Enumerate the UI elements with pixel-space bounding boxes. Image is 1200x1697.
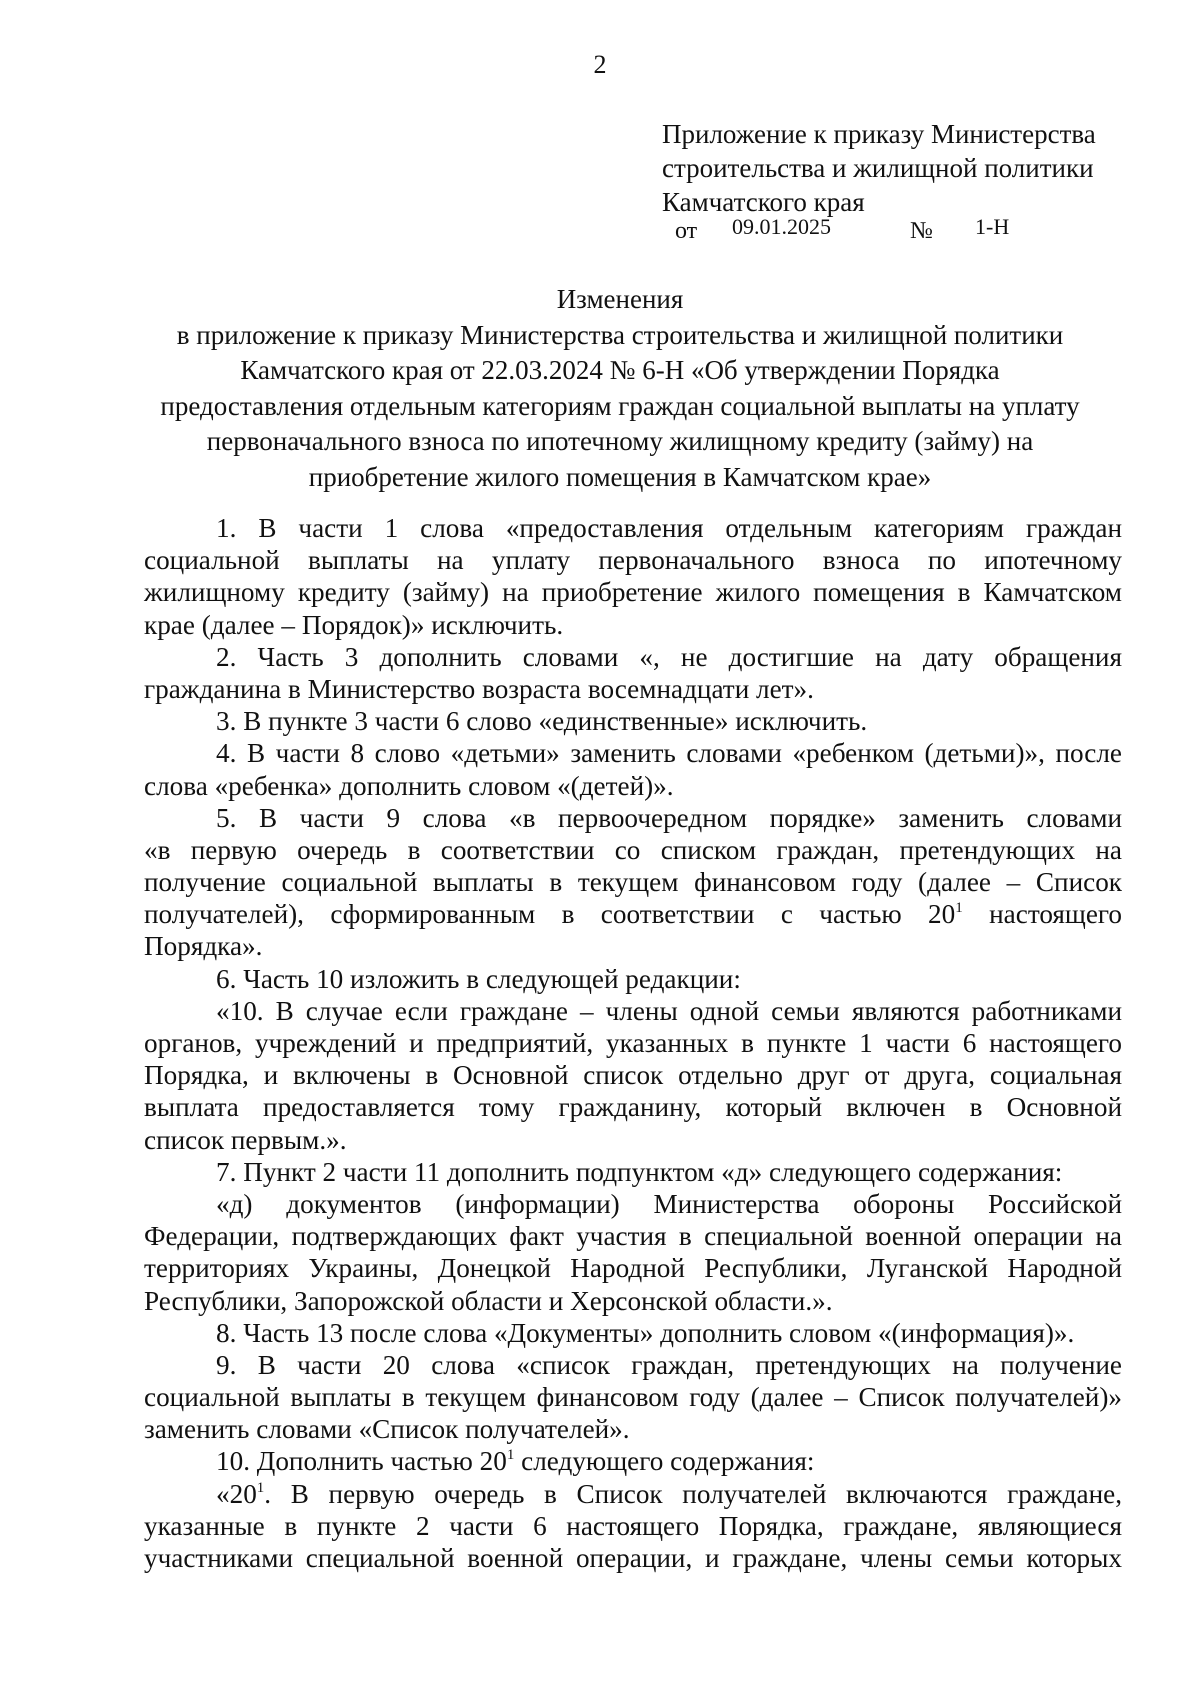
body-line: список первым.». — [144, 1124, 347, 1155]
body-text: следующего содержания: — [514, 1446, 815, 1477]
body-text: настоящего — [962, 899, 1122, 930]
registration-number: 1-Н — [975, 214, 1010, 239]
body-text: . В первую очередь в Список получателей включаются граждане, — [264, 1478, 1122, 1509]
body-line: территориях Украины, Донецкой Народной Республики, Луганской Народной — [144, 1253, 1122, 1284]
body-line: участниками специальной военной операции, и граждане, члены семьи которых — [144, 1543, 1122, 1573]
body-line: Порядка». — [144, 931, 263, 962]
body-line: получение социальной выплаты в текущем финансовом году (далее – Список — [144, 867, 1122, 898]
appendix-line: Камчатского края — [662, 187, 865, 217]
body-line: Федерации, подтверждающих факт участия в специальной военной операции на — [144, 1221, 1122, 1252]
body-line: социальной выплаты в текущем финансовом году (далее – Список получателей)» — [144, 1382, 1122, 1413]
registration-number-label: № — [910, 218, 933, 244]
body-line: 1. В части 1 слова «предоставления отдельным категориям граждан — [216, 513, 1122, 543]
body-line: заменить словами «Список получателей». — [144, 1414, 630, 1445]
title-line: первоначального взноса по ипотечному жилищному кредиту (займу) на — [206, 426, 1034, 456]
title-heading: Изменения — [556, 284, 684, 314]
appendix-header — [662, 117, 1096, 219]
body-line: 4. В части 8 слово «детьми» заменить словами «ребенком (детьми)», после — [216, 738, 1122, 769]
superscript: 1 — [506, 1447, 515, 1464]
registration-date: 09.01.2025 — [732, 214, 831, 239]
body-line: «в первую очередь в соответствии со списком граждан, претендующих на — [144, 834, 1122, 865]
title-line: предоставления отдельным категориям граждан социальной выплаты на уплату — [160, 390, 1080, 421]
document-title — [130, 282, 1110, 495]
body-line-with-superscript — [144, 1445, 1122, 1477]
superscript: 1 — [955, 900, 963, 917]
body-text: получателей), сформированным в соответствии с частью 20 — [144, 899, 956, 930]
body-line: гражданина в Министерство возраста восемнадцати лет». — [144, 673, 814, 704]
body-line-with-superscript — [144, 1478, 1122, 1510]
body-line: 8. Часть 13 после слова «Документы» дополнить словом «(информация)». — [216, 1317, 1075, 1348]
body-line: 5. В части 9 слова «в первоочередном порядке» заменить словами — [216, 802, 1122, 833]
body-line: органов, учреждений и предприятий, указанных в пункте 1 части 6 настоящего — [144, 1028, 1122, 1058]
body-line: 9. В части 20 слова «список граждан, претендующих на получение — [216, 1349, 1122, 1380]
body-line: 7. Пункт 2 части 11 дополнить подпунктом «д» следующего содержания: — [216, 1156, 1063, 1187]
body-line: 6. Часть 10 изложить в следующей редакции: — [216, 963, 741, 994]
title-line: приобретение жилого помещения в Камчатском крае» — [308, 461, 932, 492]
appendix-line: Приложение к приказу Министерства — [662, 119, 1096, 149]
body-line: слова «ребенка» дополнить словом «(детей)». — [144, 770, 674, 801]
title-line: Камчатского края от 22.03.2024 № 6-Н «Об утверждении Порядка — [240, 355, 1000, 385]
title-line: в приложение к приказу Министерства строительства и жилищной политики — [176, 319, 1064, 350]
superscript: 1 — [256, 1479, 265, 1496]
page-number: 2 — [593, 50, 607, 79]
body-line: социальной выплаты на уплату первоначального взноса по ипотечному — [144, 545, 1122, 576]
body-line: указанные в пункте 2 части 6 настоящего Порядка, граждане, являющиеся — [144, 1510, 1122, 1541]
body-line: Порядка, и включены в Основной список отдельно друг от друга, социальная — [144, 1060, 1122, 1091]
body-line: «10. В случае если граждане – члены одной семьи являются работниками — [216, 995, 1122, 1026]
body-line: «д) документов (информации) Министерства обороны Российской — [216, 1188, 1122, 1219]
body-line: 2. Часть 3 дополнить словами «, не достигшие на дату обращения — [216, 641, 1122, 672]
body-line: жилищному кредиту (займу) на приобретение жилого помещения в Камчатском — [144, 577, 1122, 608]
body-text: 10. Дополнить частью 20 — [216, 1446, 507, 1477]
body-line: Республики, Запорожской области и Херсонской области.». — [144, 1285, 833, 1316]
body-line: выплата предоставляется тому гражданину, который включен в Основной — [144, 1092, 1122, 1123]
body-line: крае (далее – Порядок)» исключить. — [144, 609, 564, 640]
body-line-with-superscript — [144, 898, 1122, 930]
body-text: «20 — [216, 1478, 257, 1509]
body-line: 3. В пункте 3 части 6 слово «единственные» исключить. — [216, 706, 868, 737]
registration-from-label: от — [675, 218, 698, 244]
document-body — [144, 512, 1122, 1574]
appendix-line: строительства и жилищной политики — [662, 153, 1094, 183]
